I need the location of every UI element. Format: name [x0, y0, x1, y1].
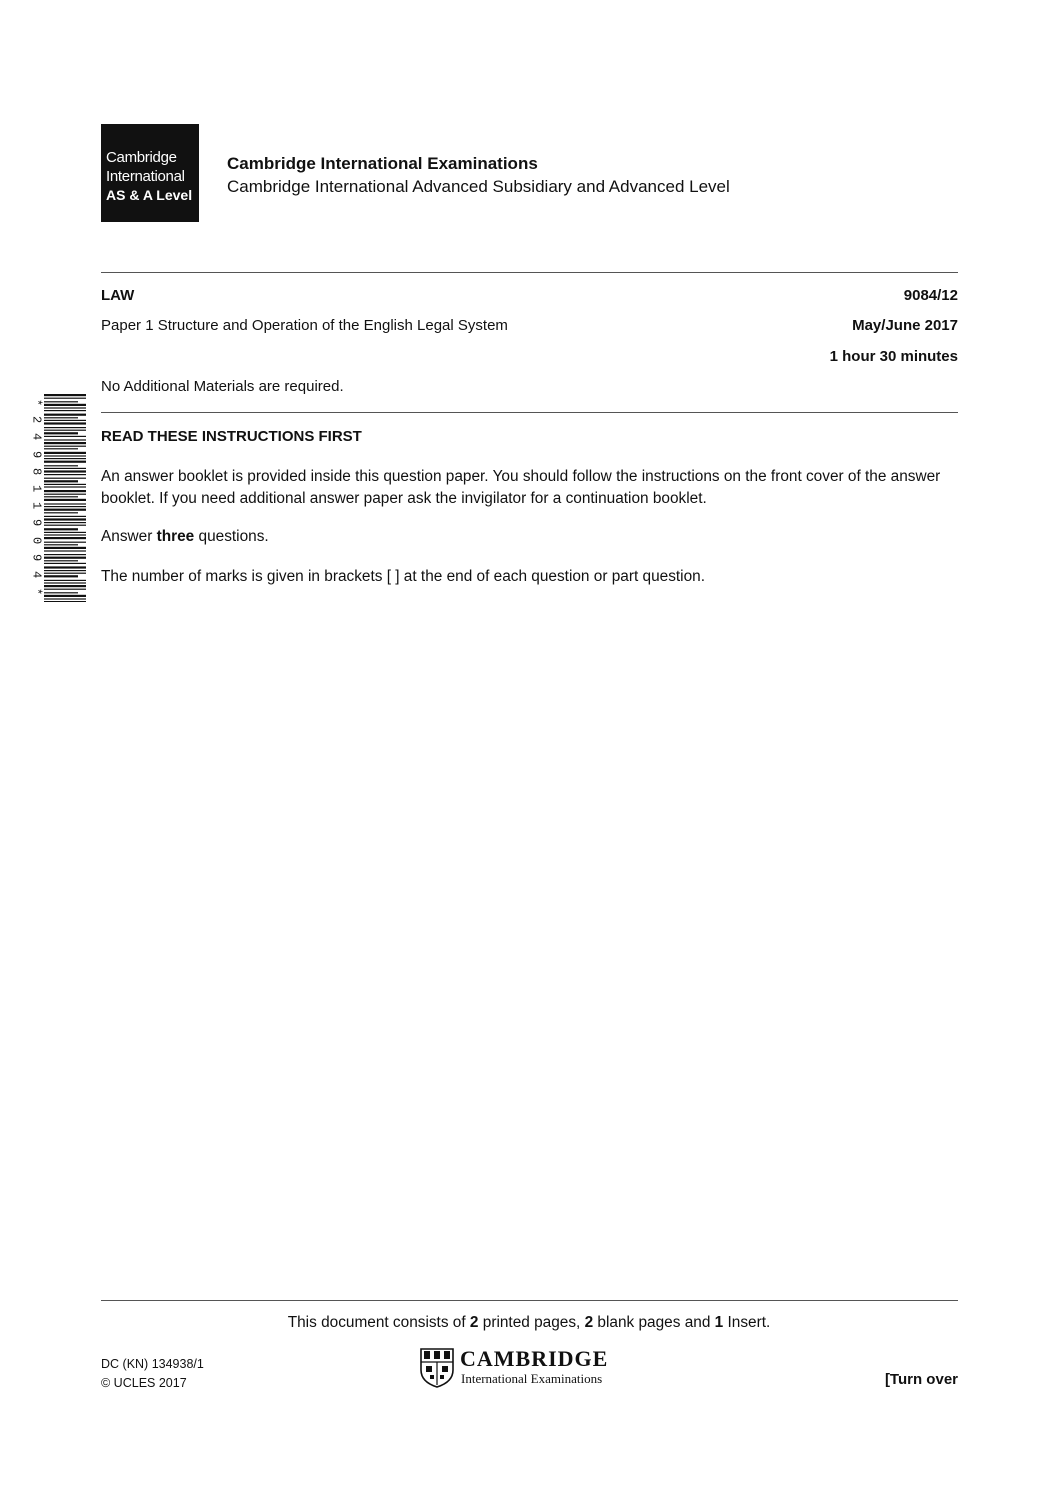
copyright: © UCLES 2017 — [101, 1376, 187, 1390]
page-note-insert: 1 — [714, 1314, 724, 1331]
page-count-note — [0, 1314, 1058, 1332]
cambridge-crest-icon — [420, 1348, 454, 1388]
page-note-g: Insert. — [723, 1314, 771, 1331]
subject-name: LAW — [101, 287, 135, 304]
page-note-blank: 2 — [584, 1314, 594, 1331]
barcode-digit: 9 — [29, 553, 44, 561]
syllabus-code: 9084/12 — [903, 287, 958, 304]
instruction-answer-count — [101, 526, 961, 548]
publisher-wordmark: CAMBRIDGE — [460, 1346, 609, 1371]
instruction-answer-text-a: Answer — [101, 528, 157, 545]
footer-divider — [101, 1300, 958, 1301]
instruction-marks: The number of marks is given in brackets [ ] at the end of each question or part question. — [101, 568, 705, 585]
logo-line-2: International — [106, 168, 185, 185]
barcode-digit: 9 — [29, 519, 44, 527]
barcode-icon — [44, 394, 86, 602]
barcode-digit: 1 — [29, 502, 44, 510]
instruction-answer-booklet: An answer booklet is provided inside this question paper. You should follow the instructions on the front cover of the answer booklet. If you need additional answer paper ask the invigilator for a continuation booklet. — [101, 468, 941, 507]
turn-over-label: [Turn over — [884, 1371, 958, 1388]
page-note-e: blank pages and — [593, 1314, 715, 1331]
exam-session: May/June 2017 — [852, 317, 958, 334]
qualification-title: Cambridge International Advanced Subsidiary and Advanced Level — [227, 177, 730, 196]
logo-line-3: AS & A Level — [106, 187, 193, 203]
barcode-digit: * — [29, 398, 44, 407]
paper-title: Paper 1 Structure and Operation of the English Legal System — [101, 317, 508, 334]
barcode-digit: 4 — [29, 433, 44, 441]
document-reference — [101, 1355, 204, 1393]
barcode-digit: 8 — [29, 467, 44, 475]
org-title: Cambridge International Examinations — [227, 154, 538, 173]
publisher-subtitle: International Examinations — [461, 1371, 603, 1386]
barcode-digit: 4 — [29, 570, 44, 579]
instruction-answer-number: three — [156, 528, 195, 545]
header-divider — [101, 272, 958, 273]
cambridge-international-logo — [101, 124, 199, 222]
exam-duration: 1 hour 30 minutes — [829, 348, 958, 365]
barcode-digit: 2 — [29, 416, 44, 424]
barcode-digit: * — [29, 588, 44, 596]
instructions-heading: READ THESE INSTRUCTIONS FIRST — [101, 428, 362, 445]
instruction-answer-text-b: questions. — [194, 528, 269, 545]
materials-note: No Additional Materials are required. — [101, 378, 344, 395]
reference-code: DC (KN) 134938/1 — [101, 1357, 204, 1371]
candidate-barcode-digits — [30, 394, 42, 600]
page-note-a: This document consists of — [287, 1314, 470, 1331]
logo-line-1: Cambridge — [106, 149, 177, 166]
page-note-c: printed pages, — [478, 1314, 585, 1331]
barcode-digit: 1 — [29, 484, 44, 493]
page-note-printed: 2 — [469, 1314, 479, 1331]
barcode-digit: 9 — [29, 450, 44, 458]
instructions-divider — [101, 412, 958, 413]
barcode-digit: 0 — [29, 536, 44, 544]
